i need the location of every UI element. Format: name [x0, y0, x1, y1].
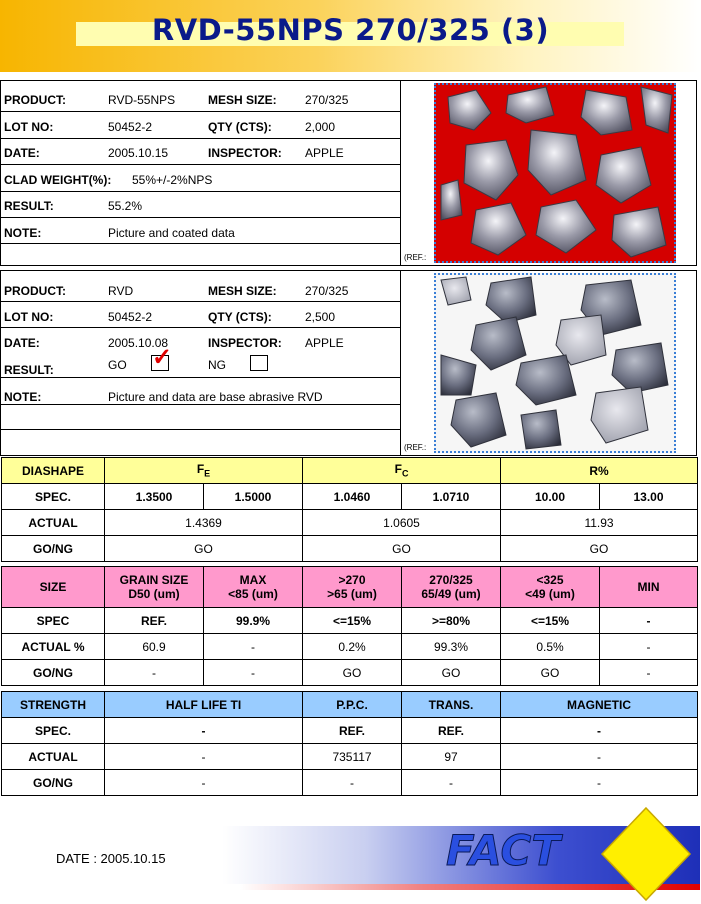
date-value: 2005.10.08: [108, 336, 169, 350]
table-cell: -: [303, 770, 402, 796]
divider: [1, 301, 400, 302]
product-label: PRODUCT:: [4, 93, 66, 107]
result-label: RESULT:: [4, 199, 54, 213]
product-value: RVD-55NPS: [108, 93, 176, 107]
table-cell: 99.9%: [204, 608, 303, 634]
table-cell: 1.5000: [204, 484, 303, 510]
inspector-value: APPLE: [305, 336, 344, 350]
table-cell: REF.: [303, 718, 402, 744]
table-cell: -: [600, 660, 698, 686]
note-value: Picture and data are base abrasive RVD: [108, 390, 323, 404]
result-value: 55.2%: [108, 199, 143, 213]
qty-value: 2,000: [305, 120, 336, 134]
clad-weight-value: 55%+/-2%NPS: [132, 173, 213, 187]
product-label: PRODUCT:: [4, 284, 66, 298]
table-cell: -: [105, 770, 303, 796]
divider: [1, 243, 400, 244]
table-cell: 11.93: [501, 510, 698, 536]
table-cell: GO: [303, 660, 402, 686]
half-life-header: HALF LIFE TI: [105, 692, 303, 718]
table-cell: GO: [303, 536, 501, 562]
page-title: RVD-55NPS 270/325 (3): [151, 13, 550, 47]
table-cell: 1.3500: [105, 484, 204, 510]
table-cell: 10.00: [501, 484, 600, 510]
lt325-header: <325 <49 (um): [501, 567, 600, 608]
table-cell: <=15%: [303, 608, 402, 634]
table-cell: 1.0605: [303, 510, 501, 536]
table-cell: 97: [402, 744, 501, 770]
ref-label: (REF.:: [404, 443, 427, 452]
divider: [1, 404, 400, 405]
row-label: SPEC.: [2, 484, 105, 510]
lot-label: LOT NO:: [4, 310, 54, 324]
max-header: MAX <85 (um): [204, 567, 303, 608]
divider: [1, 111, 400, 112]
table-cell: 0.5%: [501, 634, 600, 660]
table-cell: 99.3%: [402, 634, 501, 660]
diamond-logo-icon: [600, 806, 692, 902]
row-label: GO/NG: [2, 660, 105, 686]
table-cell: REF.: [105, 608, 204, 634]
270-325-header: 270/325 65/49 (um): [402, 567, 501, 608]
row-label: GO/NG: [2, 770, 105, 796]
lot-value: 50452-2: [108, 310, 153, 324]
note-label: NOTE:: [4, 226, 42, 240]
row-label: ACTUAL %: [2, 634, 105, 660]
base-info-block: [0, 270, 401, 456]
table-cell: GO: [501, 660, 600, 686]
table-cell: -: [105, 718, 303, 744]
table-cell: 0.2%: [303, 634, 402, 660]
row-label: GO/NG: [2, 536, 105, 562]
table-cell: -: [501, 718, 698, 744]
table-cell: <=15%: [501, 608, 600, 634]
mesh-value: 270/325: [305, 284, 349, 298]
table-cell: -: [402, 770, 501, 796]
row-label: ACTUAL: [2, 510, 105, 536]
strength-header: STRENGTH: [2, 692, 105, 718]
coated-crystals-photo: [434, 83, 676, 263]
inspector-value: APPLE: [305, 146, 344, 160]
ref-label: (REF.:: [404, 253, 427, 262]
date-label: DATE:: [4, 336, 40, 350]
date-value: 2005.10.15: [108, 146, 169, 160]
table-cell: -: [105, 744, 303, 770]
table-cell: -: [105, 660, 204, 686]
table-cell: -: [501, 770, 698, 796]
size-table: [1, 566, 698, 686]
table-cell: -: [204, 634, 303, 660]
check-mark-icon: ✓: [152, 344, 173, 371]
base-crystals-photo: [434, 273, 676, 453]
table-cell: 1.4369: [105, 510, 303, 536]
coated-info-block: [0, 80, 401, 266]
qty-value: 2,500: [305, 310, 336, 324]
mesh-label: MESH SIZE:: [208, 284, 277, 298]
ng-label: NG: [208, 358, 226, 372]
table-cell: 1.0460: [303, 484, 402, 510]
r-header: R%: [501, 458, 698, 484]
note-value: Picture and coated data: [108, 226, 235, 240]
gt270-header: >270 >65 (um): [303, 567, 402, 608]
diashape-table: [1, 457, 698, 562]
lot-value: 50452-2: [108, 120, 153, 134]
magnetic-header: MAGNETIC: [501, 692, 698, 718]
qty-label: QTY (CTS):: [208, 120, 272, 134]
row-label: SPEC: [2, 608, 105, 634]
divider: [1, 377, 400, 378]
inspector-label: INSPECTOR:: [208, 336, 282, 350]
grain-size-header: GRAIN SIZE D50 (um): [105, 567, 204, 608]
table-cell: -: [501, 744, 698, 770]
divider: [1, 164, 400, 165]
table-cell: >=80%: [402, 608, 501, 634]
trans-header: TRANS.: [402, 692, 501, 718]
fc-header: $F_C$: [303, 458, 501, 484]
table-cell: 735117: [303, 744, 402, 770]
table-cell: GO: [501, 536, 698, 562]
min-header: MIN: [600, 567, 698, 608]
note-label: NOTE:: [4, 390, 42, 404]
diashape-header: DIASHAPE: [2, 458, 105, 484]
mesh-value: 270/325: [305, 93, 349, 107]
ng-checkbox[interactable]: [250, 355, 268, 371]
table-cell: -: [204, 660, 303, 686]
table-cell: GO: [402, 660, 501, 686]
table-cell: 1.0710: [402, 484, 501, 510]
divider: [1, 217, 400, 218]
go-label: GO: [108, 358, 127, 372]
table-cell: GO: [105, 536, 303, 562]
divider: [1, 191, 400, 192]
table-cell: -: [600, 608, 698, 634]
mesh-label: MESH SIZE:: [208, 93, 277, 107]
date-label: DATE:: [4, 146, 40, 160]
lot-label: LOT NO:: [4, 120, 54, 134]
clad-weight-label: CLAD WEIGHT(%):: [4, 173, 112, 187]
table-cell: 13.00: [600, 484, 698, 510]
result-label: RESULT:: [4, 363, 54, 377]
ppc-header: P.P.C.: [303, 692, 402, 718]
table-cell: 60.9: [105, 634, 204, 660]
fe-header: $F_E$: [105, 458, 303, 484]
divider: [1, 429, 400, 430]
fact-logo: FACT: [446, 826, 560, 875]
footer-date: DATE : 2005.10.15: [56, 851, 166, 866]
table-cell: -: [600, 634, 698, 660]
row-label: SPEC.: [2, 718, 105, 744]
product-value: RVD: [108, 284, 134, 298]
inspector-label: INSPECTOR:: [208, 146, 282, 160]
divider: [1, 138, 400, 139]
strength-table: [1, 691, 698, 796]
row-label: ACTUAL: [2, 744, 105, 770]
size-header: SIZE: [2, 567, 105, 608]
qty-label: QTY (CTS):: [208, 310, 272, 324]
table-cell: REF.: [402, 718, 501, 744]
divider: [1, 327, 400, 328]
